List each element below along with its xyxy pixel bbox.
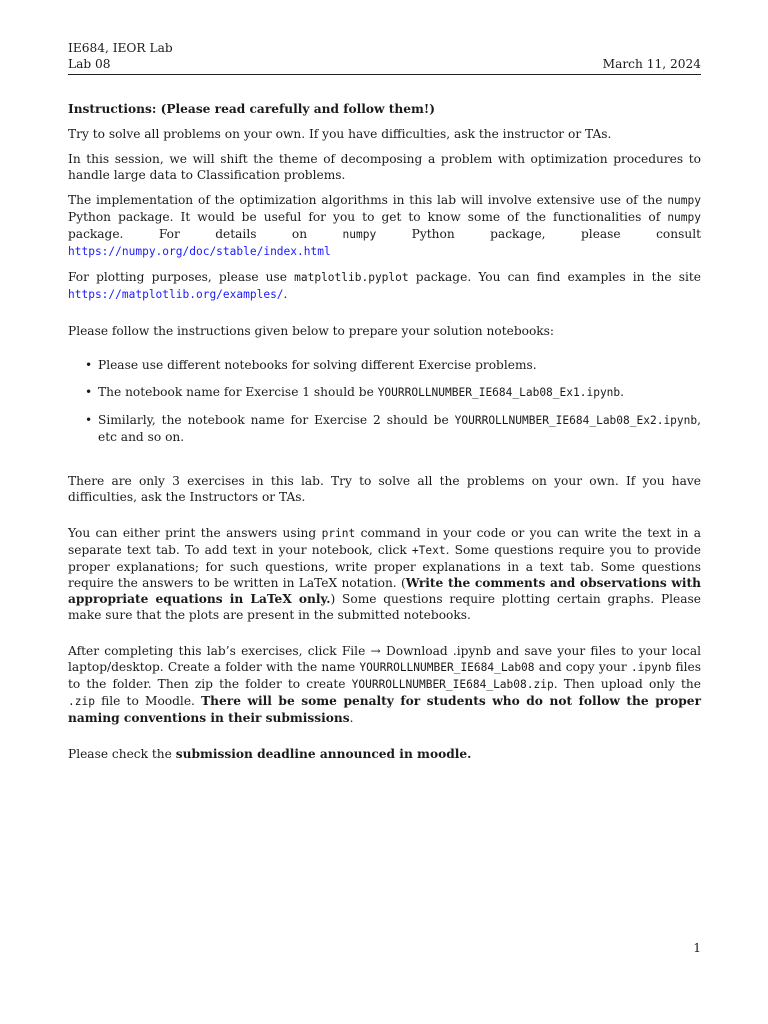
text: You can either print the answers using xyxy=(68,526,322,540)
list-item xyxy=(98,384,701,401)
paragraph-follow-instructions: Please follow the instructions given below to prepare your solution notebooks: xyxy=(68,324,555,338)
code-print: print xyxy=(321,527,356,540)
numpy-docs-link[interactable]: https://numpy.org/doc/stable/index.html xyxy=(68,245,331,258)
text: file to Moodle. xyxy=(94,694,202,708)
text: Please check the xyxy=(68,747,176,761)
bold-latex-note: Write the comments and observations with appropriate equations in LaTeX only. xyxy=(68,576,701,606)
code-matplotlib: matplotlib.pyplot xyxy=(294,271,409,284)
text: The notebook name for Exercise 1 should be xyxy=(98,385,378,399)
notebook-instructions-list xyxy=(68,357,701,445)
code-ipynb: .ipynb xyxy=(630,661,672,674)
text: Please use different notebooks for solving different Exercise problems. xyxy=(98,358,537,372)
code-numpy: numpy xyxy=(342,228,377,241)
bold-penalty-note: There will be some penalty for students who do not follow the proper naming conventions in their submissions xyxy=(68,694,701,725)
text: . xyxy=(283,287,288,301)
instructions-heading: Instructions: (Please read carefully and follow them!) xyxy=(68,102,435,116)
list-item xyxy=(98,412,701,445)
paragraph-submission xyxy=(68,643,701,726)
bold-deadline-note: submission deadline announced in moodle. xyxy=(175,747,472,761)
text: Python package. It would be useful for you to get to know some of the functionalities of xyxy=(68,210,668,224)
code-notebook-name: YOURROLLNUMBER_IE684_Lab08_Ex2.ipynb xyxy=(454,414,698,427)
text: After completing this lab’s exercises, click File → Download .ipynb and save your files to your local laptop/desktop. Create a folder with the name xyxy=(68,644,701,674)
code-numpy: numpy xyxy=(667,194,701,207)
code-numpy: numpy xyxy=(667,211,701,224)
paragraph-deadline xyxy=(68,746,701,762)
text: , etc and so on. xyxy=(98,413,701,444)
text: package. You can find examples in the site xyxy=(408,270,701,284)
text: . Then upload only the xyxy=(553,677,701,691)
code-folder-name: YOURROLLNUMBER_IE684_Lab08 xyxy=(359,661,535,674)
paragraph-answer-format xyxy=(68,525,701,623)
text: files to the folder. Then zip the folder to create xyxy=(68,660,701,691)
list-item xyxy=(98,357,701,373)
text: Similarly, the notebook name for Exercise 2 should be xyxy=(98,413,455,427)
document-page xyxy=(68,40,701,762)
header-rule xyxy=(68,74,701,75)
paragraph-session-theme: In this session, we will shift the theme of decomposing a problem with optimization procedures to handle large data to Classification problems. xyxy=(68,152,701,182)
text: Python package, please consult xyxy=(376,227,701,241)
page-number: 1 xyxy=(693,941,701,955)
text: . Some questions require you to provide proper explanations; for such questions, write proper explanations in a text tab. Some questions require the answers to be written in LaTeX notation. ( xyxy=(68,543,701,590)
paragraph-exercise-count: There are only 3 exercises in this lab. Try to solve all the problems on your own. If you have difficulties, ask the Instructors or TAs. xyxy=(68,474,701,504)
paragraph-matplotlib xyxy=(68,269,701,303)
text: command in your code or you can write the text in a separate text tab. To add text in your notebook, click xyxy=(68,526,701,557)
course-title: IE684, IEOR Lab xyxy=(68,41,173,55)
text: . xyxy=(349,711,354,725)
matplotlib-examples-link[interactable]: https://matplotlib.org/examples/ xyxy=(68,288,284,301)
text: and copy your xyxy=(534,660,631,674)
paragraph-solve-own: Try to solve all problems on your own. If you have difficulties, ask the instructor or TAs. xyxy=(68,127,612,141)
code-zip: .zip xyxy=(68,695,95,708)
text: For plotting purposes, please use xyxy=(68,270,295,284)
header-date: March 11, 2024 xyxy=(602,57,701,71)
paragraph-numpy xyxy=(68,192,701,260)
text: . xyxy=(620,385,625,399)
text: The implementation of the optimization algorithms in this lab will involve extensive use of the xyxy=(68,193,668,207)
code-zip-name: YOURROLLNUMBER_IE684_Lab08.zip xyxy=(351,678,554,691)
text: ) Some questions require plotting certain graphs. Please make sure that the plots are present in the submitted notebooks. xyxy=(68,592,701,622)
running-header xyxy=(68,40,701,72)
code-text: +Text xyxy=(411,544,446,557)
text: package. For details on xyxy=(68,227,343,241)
lab-number: Lab 08 xyxy=(68,57,111,71)
code-notebook-name: YOURROLLNUMBER_IE684_Lab08_Ex1.ipynb xyxy=(377,386,621,399)
